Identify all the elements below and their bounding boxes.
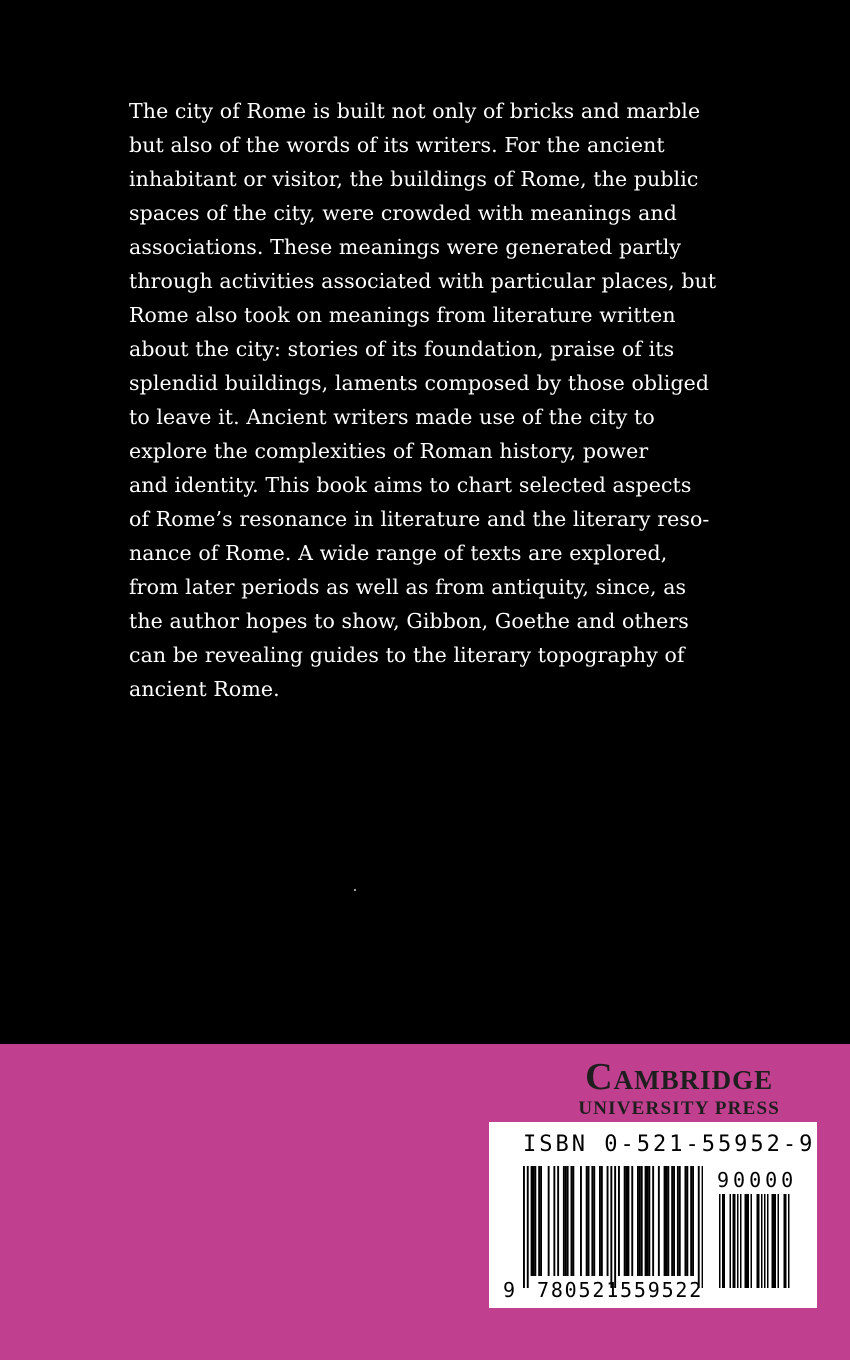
barcode-bar bbox=[788, 1194, 790, 1288]
barcode-bar bbox=[730, 1194, 732, 1288]
barcode-bar bbox=[572, 1166, 574, 1276]
price-code: 90000 bbox=[717, 1168, 798, 1192]
barcode-bar bbox=[553, 1166, 555, 1276]
ean-digits: 780521559522 bbox=[537, 1278, 704, 1302]
barcode-bar bbox=[666, 1166, 668, 1276]
barcode-bar bbox=[671, 1166, 673, 1276]
barcode-bar bbox=[778, 1194, 780, 1288]
blurb-line: the author hopes to show, Gibbon, Goethe and others bbox=[129, 609, 689, 633]
barcode-bar bbox=[767, 1194, 769, 1288]
barcode-bar bbox=[784, 1194, 786, 1288]
barcode-bar bbox=[733, 1194, 735, 1288]
barcode-bar bbox=[631, 1166, 633, 1276]
blurb-line: inhabitant or visitor, the buildings of Rome, the public bbox=[129, 167, 699, 191]
blurb-line: from later periods as well as from antiquity, since, as bbox=[129, 575, 687, 599]
barcode-bar bbox=[764, 1194, 766, 1288]
blurb-line: nance of Rome. A wide range of texts are explored, bbox=[129, 541, 668, 565]
blurb-line: to leave it. Ancient writers made use of the city to bbox=[129, 405, 655, 429]
isbn-text: ISBN 0-521-55952-9 bbox=[523, 1132, 816, 1157]
barcode-bar bbox=[567, 1166, 569, 1276]
barcode-bar bbox=[722, 1194, 724, 1288]
dust-speck bbox=[354, 889, 356, 891]
barcode-bar bbox=[538, 1166, 540, 1276]
barcode-bar bbox=[626, 1166, 628, 1276]
blurb-line: can be revealing guides to the literary topography of bbox=[129, 643, 685, 667]
barcode-bar bbox=[773, 1194, 775, 1288]
publisher-name: Cambridge bbox=[585, 1056, 774, 1098]
barcode-bar bbox=[737, 1194, 739, 1288]
barcode-bar bbox=[740, 1194, 742, 1288]
barcode-bar bbox=[610, 1166, 612, 1288]
barcode-bar bbox=[647, 1166, 649, 1276]
blurb-line: and identity. This book aims to chart selected aspects bbox=[129, 473, 692, 497]
barcode-bar bbox=[523, 1166, 525, 1288]
barcode-bar bbox=[571, 1166, 573, 1276]
barcode-bar bbox=[679, 1166, 681, 1276]
blurb-line: splendid buildings, laments composed by those obliged bbox=[129, 371, 710, 395]
barcode-bar bbox=[758, 1194, 760, 1288]
barcode-bar bbox=[601, 1166, 603, 1276]
barcode-bar bbox=[748, 1194, 750, 1288]
barcode-bar bbox=[664, 1166, 666, 1276]
book-blurb bbox=[129, 94, 729, 706]
barcode-bar bbox=[628, 1166, 630, 1276]
blurb-line: but also of the words of its writers. For the ancient bbox=[129, 133, 665, 157]
barcode-label bbox=[489, 1122, 817, 1308]
barcode-bar bbox=[565, 1166, 567, 1276]
barcode-bar bbox=[667, 1166, 669, 1276]
blurb-line: through activities associated with particular places, but bbox=[129, 269, 717, 293]
barcode-bar bbox=[719, 1194, 721, 1288]
blurb-line: associations. These meanings were generated partly bbox=[129, 235, 682, 259]
barcode-bar bbox=[677, 1166, 679, 1276]
barcode-bar bbox=[745, 1194, 747, 1288]
barcode-bar bbox=[548, 1166, 550, 1276]
blurb-line: The city of Rome is built not only of bricks and marble bbox=[129, 99, 701, 123]
price-barcode bbox=[719, 1194, 795, 1290]
barcode-bar bbox=[757, 1194, 759, 1288]
blurb-line: of Rome’s resonance in literature and the literary reso- bbox=[129, 507, 710, 531]
barcode-bar bbox=[673, 1166, 675, 1276]
barcode-bar bbox=[531, 1166, 533, 1276]
barcode-bar bbox=[557, 1166, 559, 1276]
blurb-line: about the city: stories of its foundation, praise of its bbox=[129, 337, 675, 361]
barcode-bar bbox=[580, 1166, 582, 1276]
barcode-bar bbox=[599, 1166, 601, 1276]
barcode-bar bbox=[772, 1194, 774, 1288]
barcode-bar bbox=[652, 1166, 654, 1276]
barcode-bar bbox=[761, 1194, 763, 1288]
barcode-bar bbox=[641, 1166, 643, 1276]
blurb-line: spaces of the city, were crowded with meanings and bbox=[129, 201, 677, 225]
barcode-bar bbox=[692, 1166, 694, 1276]
publisher-logo bbox=[578, 1058, 780, 1120]
barcode-bar bbox=[637, 1166, 639, 1276]
ean-first-digit: 9 bbox=[503, 1278, 516, 1302]
publisher-subtitle: UNIVERSITY PRESS bbox=[578, 1098, 780, 1119]
barcode-bar bbox=[591, 1166, 593, 1276]
barcode-bar bbox=[593, 1166, 595, 1276]
barcode-bar bbox=[624, 1166, 626, 1276]
barcode-bar bbox=[775, 1194, 777, 1288]
barcode-bar bbox=[746, 1194, 748, 1288]
barcode-bar bbox=[658, 1166, 660, 1276]
barcode-bar bbox=[618, 1166, 620, 1276]
barcode-bar bbox=[734, 1194, 736, 1288]
barcode-bar bbox=[534, 1166, 536, 1276]
barcode-bar bbox=[563, 1166, 565, 1276]
barcode-bar bbox=[702, 1166, 703, 1288]
barcode-bar bbox=[645, 1166, 647, 1276]
barcode-bar bbox=[648, 1166, 650, 1276]
barcode-bar bbox=[785, 1194, 787, 1288]
barcode-bar bbox=[527, 1166, 529, 1288]
ean-barcode bbox=[523, 1166, 703, 1290]
barcode-bar bbox=[751, 1194, 753, 1288]
barcode-bar bbox=[686, 1166, 688, 1276]
barcode-bar bbox=[724, 1194, 726, 1288]
barcode-bar bbox=[607, 1166, 609, 1276]
barcode-bar bbox=[639, 1166, 641, 1276]
barcode-bar bbox=[690, 1166, 692, 1276]
barcode-bar bbox=[588, 1166, 590, 1276]
barcode-bar bbox=[533, 1166, 535, 1276]
barcode-bar bbox=[540, 1166, 542, 1276]
blurb-line: ancient Rome. bbox=[129, 677, 280, 701]
barcode-bar bbox=[586, 1166, 588, 1276]
blurb-line: Rome also took on meanings from literature written bbox=[129, 303, 676, 327]
barcode-bar bbox=[698, 1166, 700, 1288]
blurb-line: explore the complexities of Roman history, power bbox=[129, 439, 649, 463]
barcode-bar bbox=[685, 1166, 687, 1276]
barcode-bar bbox=[614, 1166, 616, 1288]
